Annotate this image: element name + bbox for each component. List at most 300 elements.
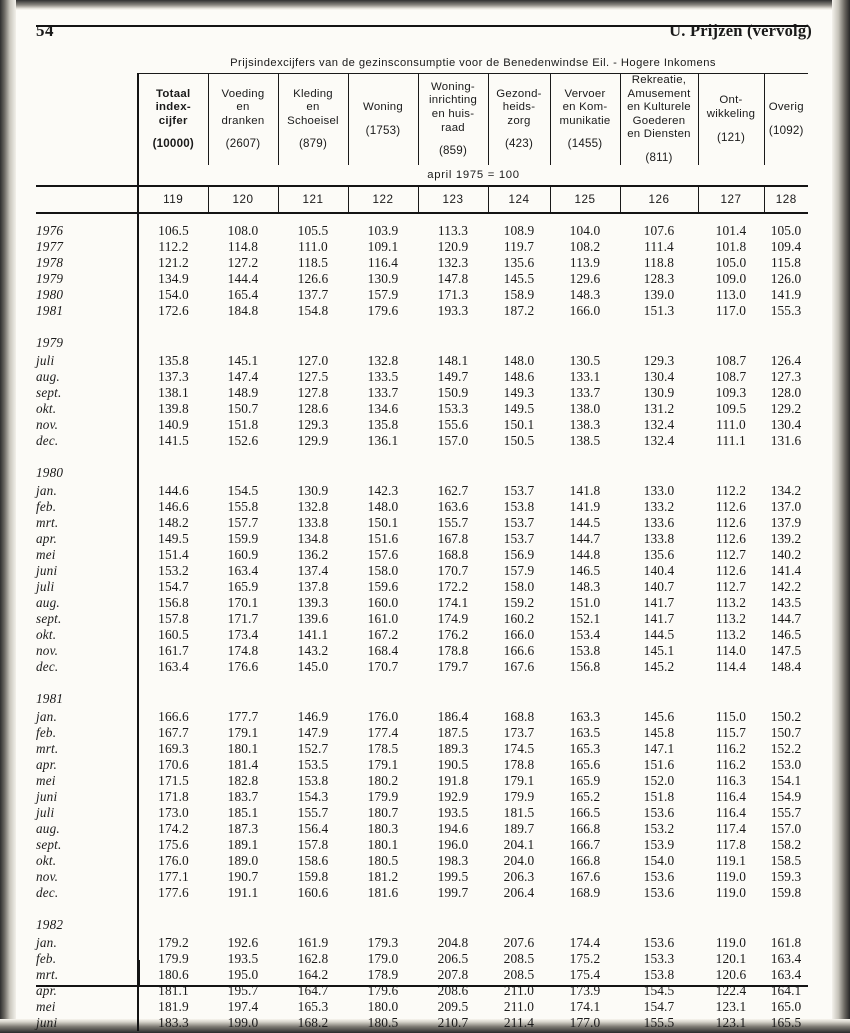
column-weight-119: (10000) bbox=[152, 137, 194, 151]
cell-126: 145.2 bbox=[643, 658, 675, 674]
cell-119: 181.1 bbox=[138, 983, 208, 999]
cell-120: 151.8 bbox=[227, 416, 259, 432]
cell-120: 193.5 bbox=[227, 950, 259, 966]
spacer-cell bbox=[278, 319, 348, 334]
page-number: 54 bbox=[36, 21, 54, 40]
spacer-cell bbox=[138, 449, 208, 464]
spacer-cell bbox=[550, 319, 620, 334]
cell-121: 129.3 bbox=[297, 416, 329, 432]
cell-127: 116.2 bbox=[715, 740, 747, 756]
table-row bbox=[36, 401, 808, 417]
column-header-line: Amusement bbox=[627, 87, 691, 100]
block-gap bbox=[36, 901, 808, 916]
cell-123: 147.8 bbox=[437, 270, 469, 286]
cell-127: 115.7 bbox=[715, 724, 747, 740]
cell-121: 160.6 bbox=[297, 884, 329, 900]
table-row bbox=[36, 643, 808, 659]
cell-126: 153.6 bbox=[643, 884, 675, 900]
cell-119: 149.5 bbox=[138, 531, 208, 547]
cell-128: 131.6 bbox=[770, 432, 802, 448]
column-weight-125: (1455) bbox=[567, 137, 603, 151]
cell-123: 208.6 bbox=[437, 982, 469, 998]
spacer-cell bbox=[620, 319, 698, 334]
year-heading-cell bbox=[550, 334, 620, 353]
scan-edge-right bbox=[832, 0, 850, 1033]
cell-126: 152.0 bbox=[643, 772, 675, 788]
cell-125: 130.5 bbox=[569, 352, 601, 368]
cell-122: 170.7 bbox=[367, 658, 399, 674]
cell-125: 166.7 bbox=[569, 836, 601, 852]
cell-128: 128.0 bbox=[770, 384, 802, 400]
cell-126: 151.6 bbox=[643, 756, 675, 772]
cell-124: 189.7 bbox=[503, 820, 535, 836]
cell-124: 207.6 bbox=[503, 934, 535, 950]
cell-120: 187.3 bbox=[227, 820, 259, 836]
cell-126: 153.9 bbox=[643, 836, 675, 852]
row-label: apr. bbox=[36, 756, 57, 772]
scan-edge-top bbox=[0, 0, 850, 10]
column-number-row bbox=[36, 186, 808, 213]
spacer-cell bbox=[764, 213, 808, 223]
cell-128: 146.5 bbox=[770, 626, 802, 642]
spacer-cell bbox=[698, 449, 764, 464]
cell-122: 179.1 bbox=[367, 756, 399, 772]
cell-120: 144.4 bbox=[227, 270, 259, 286]
cell-124: 148.6 bbox=[503, 368, 535, 384]
column-header-line: dranken bbox=[221, 114, 265, 127]
cell-123: 155.7 bbox=[437, 514, 469, 530]
row-label: okt. bbox=[36, 626, 57, 642]
cell-123: 194.6 bbox=[437, 820, 469, 836]
section-title: U. Prijzen (vervolg) bbox=[669, 21, 812, 40]
column-header-line: Vervoer bbox=[564, 87, 606, 100]
cell-121: 168.2 bbox=[297, 1014, 329, 1030]
cell-119: 153.2 bbox=[138, 563, 208, 579]
cell-127: 111.0 bbox=[716, 416, 746, 432]
cell-125: 104.0 bbox=[569, 222, 601, 238]
cell-120: 171.7 bbox=[227, 610, 259, 626]
spacer-cell bbox=[488, 213, 550, 223]
cell-124: 160.2 bbox=[503, 610, 535, 626]
spacer-cell bbox=[488, 449, 550, 464]
cell-122: 180.5 bbox=[367, 1014, 399, 1030]
cell-120: 176.6 bbox=[227, 658, 259, 674]
cell-128: 155.7 bbox=[770, 804, 802, 820]
cell-126: 133.8 bbox=[643, 530, 675, 546]
cell-121: 145.0 bbox=[297, 658, 329, 674]
cell-119: 148.2 bbox=[138, 515, 208, 531]
cell-121: 153.8 bbox=[297, 772, 329, 788]
cell-122: 150.1 bbox=[367, 514, 399, 530]
cell-128: 158.2 bbox=[770, 836, 802, 852]
row-label: 1980 bbox=[36, 286, 64, 302]
year-heading-cell bbox=[208, 334, 278, 353]
cell-121: 136.2 bbox=[297, 546, 329, 562]
spacer-cell bbox=[488, 319, 550, 334]
cell-121: 154.8 bbox=[297, 302, 329, 318]
cell-121: 157.8 bbox=[297, 836, 329, 852]
cell-123: 176.2 bbox=[437, 626, 469, 642]
column-header-line: zorg bbox=[507, 114, 531, 127]
spacer-cell bbox=[620, 449, 698, 464]
table-row bbox=[36, 417, 808, 433]
cell-121: 127.8 bbox=[297, 384, 329, 400]
cell-125: 165.2 bbox=[569, 788, 601, 804]
cell-122: 157.6 bbox=[367, 546, 399, 562]
table-row bbox=[36, 579, 808, 595]
cell-121: 134.8 bbox=[297, 530, 329, 546]
cell-120: 184.8 bbox=[227, 302, 259, 318]
year-heading-cell bbox=[208, 690, 278, 709]
spacer-cell bbox=[698, 213, 764, 223]
cell-123: 170.7 bbox=[437, 562, 469, 578]
cell-128: 126.0 bbox=[770, 270, 802, 286]
cell-121: 139.3 bbox=[297, 594, 329, 610]
cell-121: 133.8 bbox=[297, 514, 329, 530]
cell-128: 105.0 bbox=[770, 222, 802, 238]
base-period-row bbox=[36, 165, 808, 186]
cell-128: 163.4 bbox=[770, 950, 802, 966]
cell-121: 147.9 bbox=[297, 724, 329, 740]
cell-127: 113.2 bbox=[715, 594, 747, 610]
cell-127: 123.1 bbox=[715, 1014, 747, 1030]
cell-123: 198.3 bbox=[437, 852, 469, 868]
cell-120: 190.7 bbox=[227, 868, 259, 884]
year-heading-row bbox=[36, 916, 808, 935]
block-gap bbox=[36, 319, 808, 334]
column-header-line: Rekreatie, bbox=[631, 74, 687, 86]
cell-124: 179.1 bbox=[503, 772, 535, 788]
year-heading-cell bbox=[488, 464, 550, 483]
row-label: juli bbox=[36, 352, 55, 368]
cell-127: 113.0 bbox=[715, 286, 747, 302]
spacer-label-cell bbox=[36, 675, 138, 690]
row-label: 1977 bbox=[36, 238, 64, 254]
spacer-cell bbox=[278, 675, 348, 690]
table-row bbox=[36, 659, 808, 675]
cell-122: 179.9 bbox=[367, 788, 399, 804]
year-heading-cell bbox=[278, 334, 348, 353]
cell-124: 211.4 bbox=[503, 1014, 535, 1030]
cell-124: 108.9 bbox=[503, 222, 535, 238]
cell-126: 145.8 bbox=[643, 724, 675, 740]
cell-120: 183.7 bbox=[227, 788, 259, 804]
cell-127: 105.0 bbox=[715, 254, 747, 270]
table-row bbox=[36, 499, 808, 515]
year-heading-row bbox=[36, 334, 808, 353]
cell-122: 179.6 bbox=[367, 302, 399, 318]
cell-123: 191.8 bbox=[437, 772, 469, 788]
year-heading-cell bbox=[138, 334, 208, 353]
column-header-line: Kleding bbox=[293, 87, 333, 100]
cell-125: 146.5 bbox=[569, 562, 601, 578]
cell-127: 117.0 bbox=[715, 302, 747, 318]
cell-126: 128.3 bbox=[643, 270, 675, 286]
cell-126: 130.9 bbox=[643, 384, 675, 400]
cell-126: 153.8 bbox=[643, 966, 675, 982]
row-label: nov. bbox=[36, 416, 59, 432]
column-weight-124: (423) bbox=[504, 137, 534, 151]
cell-128: 141.9 bbox=[770, 286, 802, 302]
table-row bbox=[36, 563, 808, 579]
cell-124: 208.5 bbox=[503, 966, 535, 982]
cell-123: 132.3 bbox=[437, 254, 469, 270]
cell-120: 177.7 bbox=[227, 708, 259, 724]
cell-127: 114.0 bbox=[715, 642, 747, 658]
column-header-line: Voeding bbox=[221, 87, 265, 100]
cell-125: 167.6 bbox=[569, 868, 601, 884]
spacer-cell bbox=[278, 213, 348, 223]
cell-127: 112.6 bbox=[715, 514, 747, 530]
cell-127: 119.0 bbox=[715, 884, 747, 900]
column-weight-120: (2607) bbox=[225, 137, 261, 151]
cell-128: 158.5 bbox=[770, 852, 802, 868]
year-heading-cell bbox=[620, 334, 698, 353]
cell-121: 164.2 bbox=[297, 966, 329, 982]
cell-119: 175.6 bbox=[138, 837, 208, 853]
cell-119: 169.3 bbox=[138, 741, 208, 757]
cell-127: 109.3 bbox=[715, 384, 747, 400]
cell-119: 171.8 bbox=[138, 789, 208, 805]
column-header-line: inrichting bbox=[428, 94, 478, 107]
cell-125: 148.3 bbox=[569, 578, 601, 594]
year-heading-cell bbox=[488, 690, 550, 709]
column-header-128 bbox=[764, 74, 808, 165]
row-label: mrt. bbox=[36, 514, 59, 530]
cell-123: 199.5 bbox=[437, 868, 469, 884]
cell-124: 159.2 bbox=[503, 594, 535, 610]
cell-124: 119.7 bbox=[503, 238, 535, 254]
cell-126: 153.6 bbox=[643, 804, 675, 820]
cell-124: 173.7 bbox=[503, 724, 535, 740]
table-row bbox=[36, 547, 808, 563]
column-weight-123: (859) bbox=[438, 144, 468, 158]
cell-124: 156.9 bbox=[503, 546, 535, 562]
cell-122: 178.5 bbox=[367, 740, 399, 756]
cell-119: 179.2 bbox=[138, 935, 208, 951]
column-header-124 bbox=[488, 74, 550, 165]
row-label: sept. bbox=[36, 610, 62, 626]
table-row bbox=[36, 433, 808, 449]
year-heading: 1980 bbox=[36, 465, 64, 481]
column-number-121: 121 bbox=[278, 186, 348, 213]
cell-119: 106.5 bbox=[138, 223, 208, 239]
year-heading-row bbox=[36, 464, 808, 483]
cell-120: 181.4 bbox=[227, 756, 259, 772]
cell-127: 119.0 bbox=[715, 934, 747, 950]
cell-127: 108.7 bbox=[715, 352, 747, 368]
cell-122: 178.9 bbox=[367, 966, 399, 982]
cell-127: 117.4 bbox=[715, 820, 747, 836]
table-row bbox=[36, 757, 808, 773]
table-row bbox=[36, 611, 808, 627]
column-weight-127: (121) bbox=[716, 130, 746, 144]
cell-120: 179.1 bbox=[227, 724, 259, 740]
cell-125: 144.5 bbox=[569, 514, 601, 530]
cell-123: 207.8 bbox=[437, 966, 469, 982]
cell-120: 192.6 bbox=[227, 934, 259, 950]
cell-123: 178.8 bbox=[437, 642, 469, 658]
cell-122: 160.0 bbox=[367, 594, 399, 610]
cell-120: 174.8 bbox=[227, 642, 259, 658]
cell-122: 158.0 bbox=[367, 562, 399, 578]
cell-125: 133.7 bbox=[569, 384, 601, 400]
cell-124: 166.6 bbox=[503, 642, 535, 658]
cell-121: 161.9 bbox=[297, 934, 329, 950]
cell-119: 121.2 bbox=[138, 255, 208, 271]
cell-127: 112.7 bbox=[715, 578, 747, 594]
price-index-table bbox=[36, 52, 808, 1031]
table-row bbox=[36, 885, 808, 901]
cell-126: 153.2 bbox=[643, 820, 675, 836]
cell-122: 151.6 bbox=[367, 530, 399, 546]
column-header-127 bbox=[698, 74, 764, 165]
cell-127: 112.6 bbox=[715, 530, 747, 546]
cell-127: 116.3 bbox=[715, 772, 747, 788]
cell-127: 112.7 bbox=[715, 546, 747, 562]
cell-120: 155.8 bbox=[227, 498, 259, 514]
cell-128: 140.2 bbox=[770, 546, 802, 562]
table-row bbox=[36, 271, 808, 287]
cell-119: 151.4 bbox=[138, 547, 208, 563]
cell-124: 206.4 bbox=[503, 884, 535, 900]
year-heading-cell bbox=[208, 916, 278, 935]
year-heading-cell bbox=[348, 334, 418, 353]
cell-122: 179.6 bbox=[367, 982, 399, 998]
cell-121: 164.7 bbox=[297, 982, 329, 998]
cell-121: 165.3 bbox=[297, 998, 329, 1014]
cell-123: 153.3 bbox=[437, 400, 469, 416]
cell-126: 144.5 bbox=[643, 626, 675, 642]
cell-123: 168.8 bbox=[437, 546, 469, 562]
cell-122: 136.1 bbox=[367, 432, 399, 448]
cell-126: 140.7 bbox=[643, 578, 675, 594]
cell-120: 152.6 bbox=[227, 432, 259, 448]
table-row bbox=[36, 773, 808, 789]
cell-122: 181.2 bbox=[367, 868, 399, 884]
year-heading: 1981 bbox=[36, 691, 64, 707]
cell-127: 123.1 bbox=[715, 998, 747, 1014]
row-label: mei bbox=[36, 772, 56, 788]
cell-127: 112.6 bbox=[715, 498, 747, 514]
year-heading-cell bbox=[348, 464, 418, 483]
cell-120: 114.8 bbox=[227, 238, 259, 254]
cell-128: 155.3 bbox=[770, 302, 802, 318]
cell-122: 180.2 bbox=[367, 772, 399, 788]
base-period-label: april 1975 = 100 bbox=[138, 165, 808, 186]
cell-119: 173.0 bbox=[138, 805, 208, 821]
year-heading: 1982 bbox=[36, 917, 64, 933]
price-index-table-wrapper bbox=[36, 52, 808, 1031]
cell-125: 174.4 bbox=[569, 934, 601, 950]
cell-124: 208.5 bbox=[503, 950, 535, 966]
block-gap bbox=[36, 449, 808, 464]
caption-row bbox=[36, 52, 808, 74]
column-header-line: munikatie bbox=[559, 114, 611, 127]
cell-127: 117.8 bbox=[715, 836, 747, 852]
cell-122: 180.3 bbox=[367, 820, 399, 836]
spacer-cell bbox=[208, 675, 278, 690]
cell-124: 187.2 bbox=[503, 302, 535, 318]
table-row bbox=[36, 837, 808, 853]
spacer-cell bbox=[208, 213, 278, 223]
column-header-line: en bbox=[306, 101, 320, 114]
column-header-125 bbox=[550, 74, 620, 165]
cell-121: 129.9 bbox=[297, 432, 329, 448]
cell-128: 154.1 bbox=[770, 772, 802, 788]
cell-119: 163.4 bbox=[138, 659, 208, 675]
cell-122: 167.2 bbox=[367, 626, 399, 642]
cell-128: 144.7 bbox=[770, 610, 802, 626]
cell-124: 211.0 bbox=[503, 998, 535, 1014]
cell-127: 101.8 bbox=[715, 238, 747, 254]
cell-125: 151.0 bbox=[569, 594, 601, 610]
column-header-120 bbox=[208, 74, 278, 165]
cell-122: 103.9 bbox=[367, 222, 399, 238]
table-row bbox=[36, 287, 808, 303]
spacer-cell bbox=[348, 901, 418, 916]
cell-125: 138.0 bbox=[569, 400, 601, 416]
cell-122: 179.0 bbox=[367, 950, 399, 966]
table-body bbox=[36, 213, 808, 1031]
cell-126: 141.7 bbox=[643, 610, 675, 626]
year-heading-cell bbox=[488, 334, 550, 353]
spacer-cell bbox=[620, 675, 698, 690]
spacer-cell bbox=[348, 319, 418, 334]
spacer-label-cell bbox=[36, 319, 138, 334]
cell-122: 133.5 bbox=[367, 368, 399, 384]
row-label: 1976 bbox=[36, 222, 64, 238]
table-row bbox=[36, 967, 808, 983]
caption-spacer bbox=[36, 52, 138, 74]
cell-119: 161.7 bbox=[138, 643, 208, 659]
column-header-line: index- bbox=[155, 101, 191, 114]
cell-123: 187.5 bbox=[437, 724, 469, 740]
cell-122: 168.4 bbox=[367, 642, 399, 658]
cell-127: 108.7 bbox=[715, 368, 747, 384]
cell-120: 154.5 bbox=[227, 482, 259, 498]
column-header-121 bbox=[278, 74, 348, 165]
cell-128: 137.9 bbox=[770, 514, 802, 530]
row-label: feb. bbox=[36, 950, 57, 966]
spacer-cell bbox=[208, 319, 278, 334]
cell-128: 163.4 bbox=[770, 966, 802, 982]
cell-120: 145.1 bbox=[227, 352, 259, 368]
cell-127: 116.4 bbox=[715, 788, 747, 804]
cell-122: 180.0 bbox=[367, 998, 399, 1014]
cell-128: 161.8 bbox=[770, 934, 802, 950]
cell-123: 174.1 bbox=[437, 594, 469, 610]
cell-127: 109.0 bbox=[715, 270, 747, 286]
cell-121: 137.4 bbox=[297, 562, 329, 578]
cell-119: 170.6 bbox=[138, 757, 208, 773]
cell-125: 108.2 bbox=[569, 238, 601, 254]
cell-119: 167.7 bbox=[138, 725, 208, 741]
spacer-cell bbox=[138, 901, 208, 916]
cell-121: 118.5 bbox=[297, 254, 329, 270]
table-row bbox=[36, 531, 808, 547]
column-header-126 bbox=[620, 74, 698, 165]
cell-122: 130.9 bbox=[367, 270, 399, 286]
cell-123: 193.3 bbox=[437, 302, 469, 318]
cell-119: 160.5 bbox=[138, 627, 208, 643]
cell-126: 147.1 bbox=[643, 740, 675, 756]
cell-119: 141.5 bbox=[138, 433, 208, 449]
column-number-126: 126 bbox=[620, 186, 698, 213]
table-row bbox=[36, 741, 808, 757]
cell-120: 182.8 bbox=[227, 772, 259, 788]
cell-127: 114.4 bbox=[715, 658, 747, 674]
